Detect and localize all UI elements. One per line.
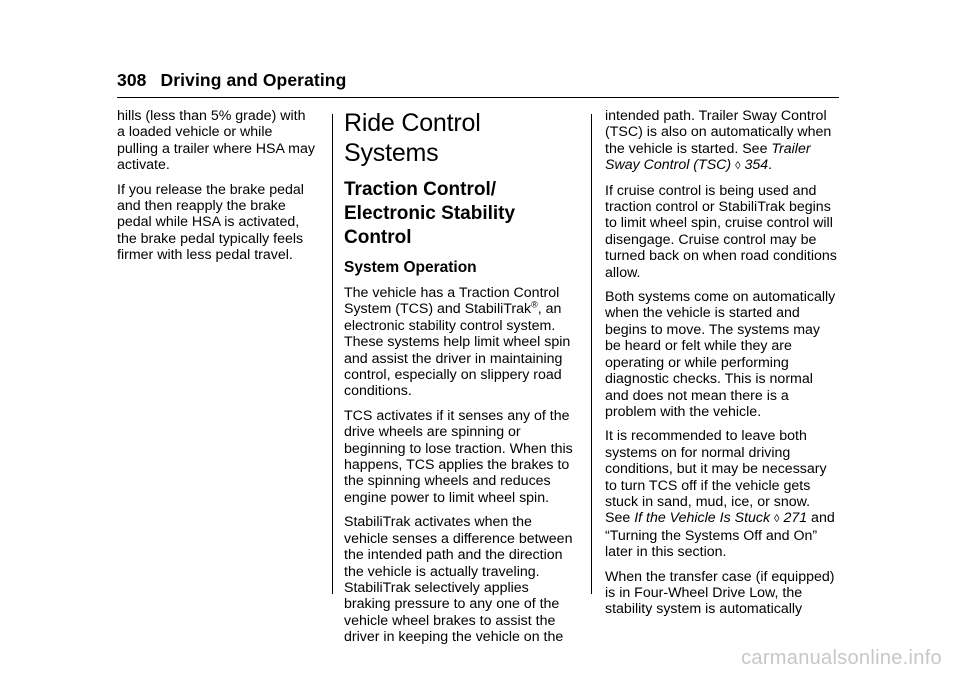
cross-reference-link[interactable]: If the Vehicle Is Stuck — [634, 510, 771, 527]
page-ref-icon: ◊ — [735, 160, 741, 173]
text-run: . — [768, 157, 773, 174]
column-middle — [344, 108, 578, 654]
text-run: intended path. Trailer Sway Control (TSC) is also on automatically when the vehicle is started. See — [605, 108, 832, 157]
paragraph: TCS activates if it senses any of the drive wheels are spinning or beginning to lose traction. When this happens, TCS applies the brakes to the spinning wheels and reduces engine power to limit wheel spin. — [344, 407, 573, 506]
paragraph: If you release the brake pedal and then reapply the brake pedal while HSA is activated, the brake pedal typically feels firmer with less pedal travel. — [117, 181, 304, 264]
text-run: and “Turning the Systems Off and On” later in this section. — [605, 510, 835, 561]
paragraph — [605, 428, 839, 560]
minor-heading: System Operation — [344, 259, 477, 276]
text-run: It is recommended to leave both systems on for normal driving conditions, but it may be necessary to turn TCS off if the vehicle gets stuck in sand, mud, ice, or snow. See — [605, 428, 827, 527]
page-ref-icon: ◊ — [774, 513, 780, 526]
column-divider — [591, 114, 592, 594]
paragraph — [605, 108, 839, 175]
paragraph: StabiliTrak activates when the vehicle senses a difference between the intended path and the direction the vehicle is actually traveling. StabiliTrak selectively applies braking pressure to any one of the vehicle wheel brakes to assist the driver in keeping the vehicle on the — [344, 514, 573, 646]
page-ref-number[interactable]: 354 — [744, 157, 769, 174]
column-divider — [332, 114, 333, 594]
registered-mark: ® — [531, 299, 538, 310]
watermark: carmanualsonline.info — [741, 647, 942, 669]
paragraph: Both systems come on automatically when the vehicle is started and begins to move. The systems may be heard or felt while they are operating or while performing diagnostic checks. This is normal and does not mean there is a problem with the vehicle. — [605, 289, 836, 420]
text-run: The vehicle has a Traction Control System (TCS) and StabiliTrak — [344, 285, 560, 318]
paragraph: When the transfer case (if equipped) is in Four-Wheel Drive Low, the stability system is automatically — [605, 568, 835, 618]
paragraph: If cruise control is being used and traction control or StabiliTrak begins to limit wheel spin, cruise control will disengage. Cruise control may be turned back on when road conditions allow. — [605, 182, 837, 281]
paragraph: hills (less than 5% grade) with a loaded vehicle or while pulling a trailer where HSA may activate. — [117, 108, 315, 174]
header-rule — [117, 97, 839, 98]
cross-reference-link[interactable]: Trailer Sway Control (TSC) — [605, 140, 811, 174]
text-run: , an electronic stability control system. These systems help limit wheel spin and assist the driver in maintaining control, especially on slippery road conditions. — [344, 301, 571, 400]
page-ref-number[interactable]: 271 — [783, 510, 808, 527]
section-heading: Ride Control Systems — [344, 109, 481, 167]
column-left — [117, 108, 317, 272]
column-right — [605, 108, 839, 626]
subsection-heading: Traction Control/ Electronic Stability Control — [344, 179, 516, 248]
section-title: Driving and Operating — [160, 70, 347, 90]
page-header — [117, 70, 346, 91]
page-number: 308 — [117, 70, 147, 90]
paragraph — [344, 285, 578, 400]
